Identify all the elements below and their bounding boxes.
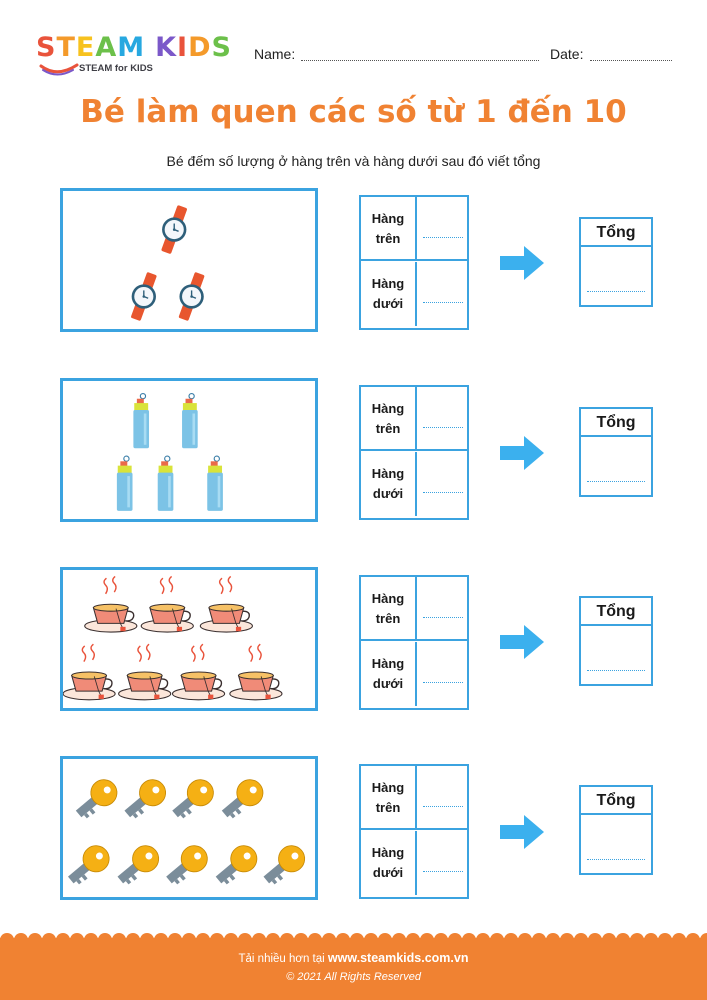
bottom-row-label — [361, 262, 417, 326]
top-row-answer-field[interactable] — [423, 806, 463, 807]
top-row-answer-field[interactable] — [423, 427, 463, 428]
key-icon — [70, 774, 122, 824]
footer-download-text — [0, 951, 707, 965]
name-field[interactable] — [301, 60, 539, 61]
water-bottle-icon — [158, 456, 174, 511]
bottom-row-label-line2: dưới — [372, 865, 404, 880]
watch-icon — [161, 205, 187, 254]
teacup-icon — [230, 644, 282, 700]
top-row-items — [133, 394, 197, 449]
top-row-label — [361, 577, 417, 641]
logo-letter: M — [117, 32, 146, 63]
bottom-row-label-line2: dưới — [372, 676, 404, 691]
watch-icon — [131, 272, 157, 321]
key-icon — [167, 774, 219, 824]
teacup-icon — [63, 644, 115, 700]
arrow-right-icon — [500, 625, 544, 659]
top-row-label — [361, 766, 417, 830]
bottom-row-answer-field[interactable] — [423, 492, 463, 493]
bottom-row-label — [361, 452, 417, 516]
date-label: Date: — [550, 46, 584, 62]
bottom-row-cell — [361, 642, 467, 706]
picture-box — [60, 567, 318, 711]
top-row-label — [361, 387, 417, 451]
key-icon — [63, 840, 114, 890]
bottom-row-cell — [361, 831, 467, 895]
watch-icon — [178, 272, 204, 321]
total-label: Tổng — [581, 219, 651, 247]
total-box — [579, 785, 653, 875]
total-label: Tổng — [581, 409, 651, 437]
bottom-row-label-line1: Hàng — [371, 656, 405, 671]
bottom-row-label-line1: Hàng — [371, 845, 405, 860]
count-table — [359, 764, 469, 899]
bottom-row-items — [131, 272, 205, 321]
total-box — [579, 407, 653, 497]
top-row-label-line1: Hàng — [371, 401, 405, 416]
key-icon — [119, 774, 171, 824]
bottom-row-label-line1: Hàng — [371, 276, 405, 291]
top-row-label-line2: trên — [375, 421, 401, 436]
total-label: Tổng — [581, 598, 651, 626]
logo-letter: S — [211, 32, 232, 63]
water-bottle-icon — [133, 394, 149, 449]
bottom-row-items — [117, 456, 223, 511]
bottom-row-label-line1: Hàng — [371, 466, 405, 481]
bottom-row-label — [361, 642, 417, 706]
total-answer-field[interactable] — [587, 291, 645, 292]
name-label: Name: — [254, 46, 296, 62]
teacup-icon — [119, 644, 171, 700]
water-bottle-icon — [182, 394, 198, 449]
top-row-label-line2: trên — [375, 611, 401, 626]
logo-subtitle: STEAM for KIDS — [79, 63, 153, 74]
logo-letter: T — [56, 32, 76, 63]
top-row-label — [361, 197, 417, 261]
teacup-icon — [200, 576, 252, 632]
picture-box — [60, 378, 318, 522]
bottom-row-answer-field[interactable] — [423, 682, 463, 683]
top-row-label-line1: Hàng — [371, 780, 405, 795]
bottom-row-answer-field[interactable] — [423, 302, 463, 303]
logo-letter: A — [95, 32, 118, 63]
instruction-text: Bé đếm số lượng ở hàng trên và hàng dưới sau đó viết tổng — [166, 153, 541, 169]
key-icon — [258, 840, 310, 890]
arrow-right-icon — [500, 436, 544, 470]
count-table — [359, 575, 469, 710]
logo-letter: K — [155, 32, 178, 63]
bottom-row-items — [63, 840, 310, 890]
top-row-items — [161, 205, 187, 254]
total-answer-field[interactable] — [587, 481, 645, 482]
logo-wordmark — [36, 34, 236, 62]
key-icon — [161, 840, 213, 890]
water-bottle-icon — [117, 456, 133, 511]
teacup-icon — [141, 576, 193, 632]
teacup-icon — [172, 644, 224, 700]
key-icon — [210, 840, 262, 890]
key-icon — [112, 840, 164, 890]
arrow-right-icon — [500, 246, 544, 280]
bottom-row-items — [63, 644, 282, 700]
picture-box — [60, 756, 318, 900]
top-row-cell — [361, 577, 467, 641]
top-row-label-line2: trên — [375, 231, 401, 246]
count-table — [359, 195, 469, 330]
top-row-answer-field[interactable] — [423, 237, 463, 238]
top-row-cell — [361, 197, 467, 261]
top-row-items — [85, 576, 253, 632]
bottom-row-cell — [361, 452, 467, 516]
steam-kids-logo — [36, 34, 236, 80]
top-row-answer-field[interactable] — [423, 617, 463, 618]
page-title: Bé làm quen các số từ 1 đến 10 — [80, 94, 627, 130]
total-box — [579, 217, 653, 307]
key-icon — [216, 774, 268, 824]
top-row-cell — [361, 766, 467, 830]
footer-bar — [0, 938, 707, 1000]
logo-letter: D — [188, 32, 212, 63]
arrow-right-icon — [500, 815, 544, 849]
teacup-icon — [85, 576, 137, 632]
water-bottle-icon — [207, 456, 223, 511]
top-row-items — [70, 774, 268, 824]
date-field[interactable] — [590, 60, 672, 61]
picture-box — [60, 188, 318, 332]
top-row-label-line1: Hàng — [371, 211, 405, 226]
footer-url-link[interactable]: www.steamkids.com.vn — [327, 951, 469, 965]
bottom-row-label — [361, 831, 417, 895]
footer-copyright: © 2021 All Rights Reserved — [286, 971, 421, 983]
bottom-row-label-line2: dưới — [372, 486, 404, 501]
logo-swoosh-icon — [39, 62, 79, 76]
count-table — [359, 385, 469, 520]
bottom-row-answer-field[interactable] — [423, 871, 463, 872]
total-answer-field[interactable] — [587, 859, 645, 860]
bottom-row-label-line2: dưới — [372, 296, 404, 311]
total-answer-field[interactable] — [587, 670, 645, 671]
footer-prefix: Tải nhiều hơn tại — [238, 953, 325, 965]
logo-letter: I — [177, 32, 189, 63]
top-row-cell — [361, 387, 467, 451]
top-row-label-line1: Hàng — [371, 591, 405, 606]
total-box — [579, 596, 653, 686]
top-row-label-line2: trên — [375, 800, 401, 815]
total-label: Tổng — [581, 787, 651, 815]
bottom-row-cell — [361, 262, 467, 326]
logo-letter: E — [75, 32, 96, 63]
logo-letter: S — [36, 32, 57, 63]
